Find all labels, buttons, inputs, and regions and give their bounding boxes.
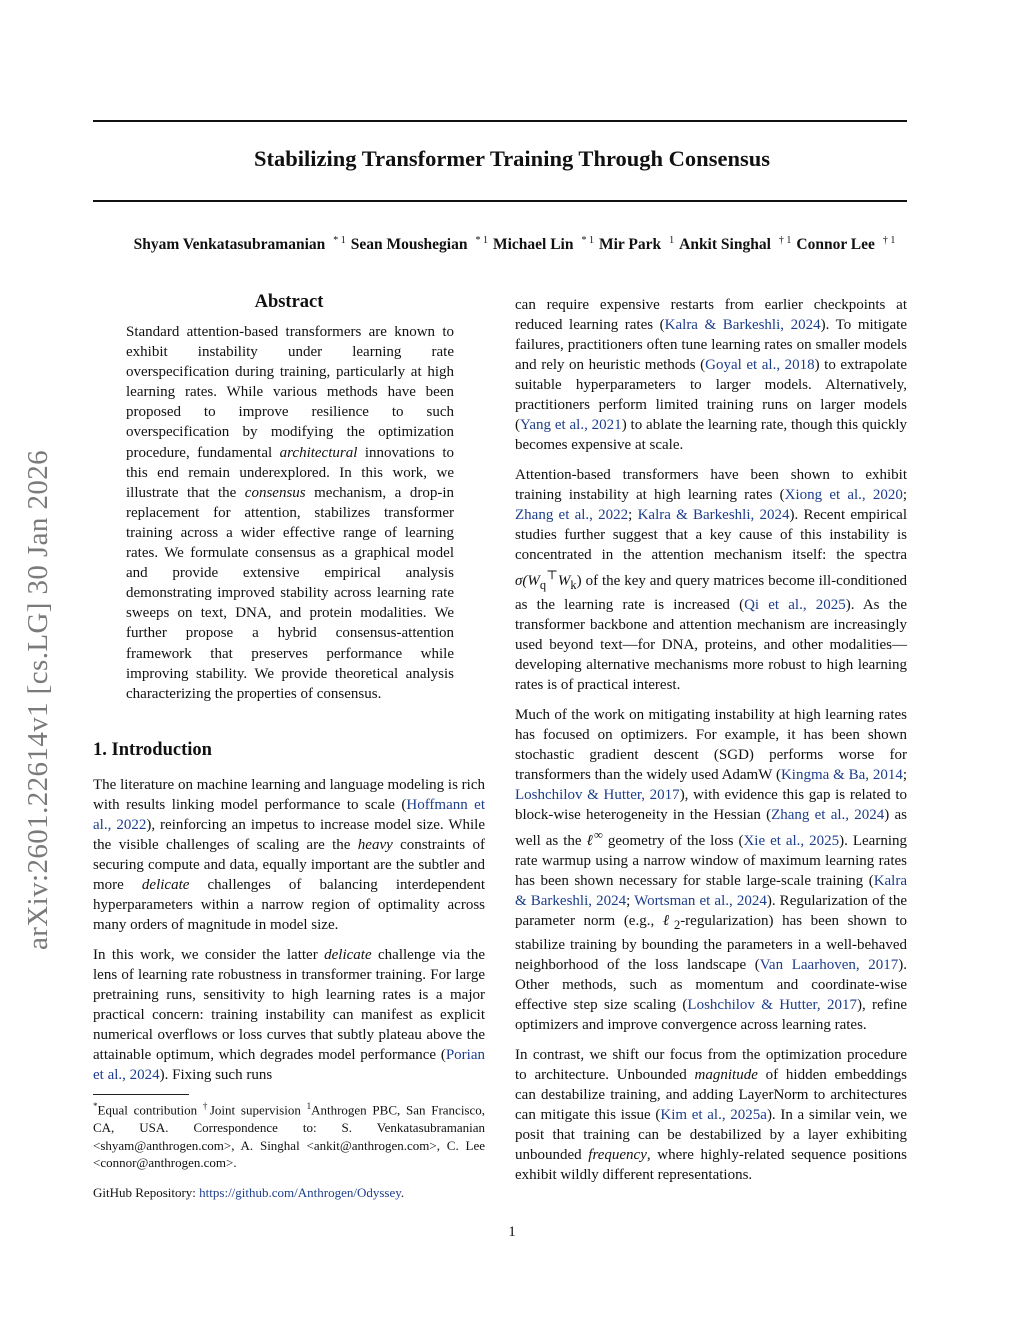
section-heading-introduction: 1. Introduction [93, 740, 212, 760]
paragraph [515, 705, 907, 1035]
author-affiliation-mark: * 1 [581, 235, 594, 246]
page-number: 1 [508, 1224, 516, 1240]
footnote [93, 1098, 485, 1172]
footnote-rule [93, 1094, 189, 1095]
citation-link[interactable]: Kingma & Ba, 2014 [780, 767, 903, 783]
github-label: GitHub Repository: [93, 1185, 200, 1200]
citation-link[interactable]: Xie et al., 2025 [743, 833, 840, 849]
subscript: k [570, 578, 577, 592]
text-run: ) [576, 573, 582, 589]
paragraph [515, 295, 907, 455]
text-run: Joint supervision [209, 1102, 307, 1118]
paragraph [93, 775, 485, 935]
text-run: ). As the transformer backbone and attention mechanism are increasingly used beyond text—for DNA, proteins, and other modalities—developing alternative mechanisms more robust to high learning rates is of practical interest. [515, 597, 907, 693]
text-run: challenges of balancing interdependent hyperparameters within a narrow region of optimality across many orders of magnitude in model size. [93, 877, 485, 933]
text-run: The literature on machine learning and language modeling is rich with results linking model performance to scale ( [93, 777, 485, 813]
text-run: ). In a similar vein, we posit that training can be destabilized by a layer exhibiting unbounded [515, 1107, 907, 1163]
github-line [93, 1184, 485, 1201]
citation-link[interactable]: Kalra & Barkeshli, 2024 [664, 317, 821, 333]
text-run: Standard attention-based transformers are known to exhibit instability under learning rate overspecification during training, particularly at high learning rates. While various methods have been proposed to improve resilience to such overspecification by modifying the optimization procedure, fundamental [126, 324, 454, 461]
paragraph [515, 1045, 907, 1185]
text-run: ) as well as the [515, 807, 907, 849]
text-run: ). Recent empirical studies further suggest that a key cause of this instability is concentrated in the attention mechanism itself: the spectra [515, 507, 907, 563]
author [674, 236, 791, 253]
author-affiliation-mark: * 1 [475, 235, 488, 246]
text-run: ) to ablate the learning rate, though this quickly becomes expensive at scale. [515, 417, 907, 453]
text-run: of hidden embeddings can destabilize training, and adding LayerNorm to architectures can mitigate this issue ( [515, 1067, 907, 1123]
author [346, 236, 488, 253]
text-run: ; [902, 767, 907, 783]
emphasis: heavy [357, 837, 393, 853]
text-run: Attention-based transformers have been shown to exhibit training instability at high learning rates ( [515, 467, 907, 503]
emphasis: ℓ [586, 833, 594, 849]
citation-link[interactable]: Kim et al., 2025a [660, 1107, 767, 1123]
emphasis: consensus [244, 484, 306, 501]
text-run: In contrast, we shift our focus from the optimization procedure to architecture. Unbounded [515, 1047, 907, 1083]
text-run: ) to extrapolate suitable hyperparameters to larger models. Alternatively, practitioners perform limited training runs on larger models ( [515, 357, 907, 433]
text-run: ). To mitigate failures, practitioners often tune learning rates on smaller models and rely on heuristic methods ( [515, 317, 907, 373]
superscript: ⊤ [546, 568, 558, 582]
author [488, 236, 594, 253]
author-list [0, 235, 1024, 254]
author [594, 236, 674, 253]
author-name: Connor Lee [796, 236, 875, 254]
citation-link[interactable]: Loshchilov & Hutter, 2017 [687, 997, 857, 1013]
emphasis: W [557, 573, 571, 589]
emphasis: ℓ [662, 913, 674, 929]
text-run: Anthrogen PBC, San Francisco, CA, USA. Correspondence to: S. Venkatasubramanian <shyam@anthrogen.com>, A. Singhal <ankit@anthrogen.com>, C. Lee <connor@anthrogen.com>. [93, 1102, 486, 1171]
superscript: † [202, 1101, 210, 1111]
superscript: ∞ [593, 828, 603, 842]
citation-link[interactable]: Zhang et al., 2022 [515, 507, 629, 523]
abstract-body [126, 322, 454, 704]
paragraph [515, 465, 907, 695]
citation-link[interactable]: Xiong et al., 2020 [784, 487, 903, 503]
github-end: . [400, 1185, 405, 1200]
author-affiliation-mark: † 1 [882, 235, 896, 246]
title-top-rule [93, 120, 907, 122]
author-name: Shyam Venkatasubramanian [133, 236, 326, 254]
text-run: ). Fixing such runs [159, 1067, 273, 1083]
text-run: Much of the work on mitigating instability at high learning rates has focused on optimizers. For example, it has been shown stochastic gradient descent (SGD) performs worse for transformers than the widely used AdamW ( [515, 707, 907, 783]
text-run: ; [628, 507, 638, 523]
author-affiliation-mark: † 1 [778, 235, 792, 246]
paragraph [93, 945, 485, 1085]
left-column-body [93, 775, 485, 1095]
superscript: * [93, 1101, 98, 1111]
author-name: Ankit Singhal [679, 236, 771, 254]
subscript: q [539, 578, 547, 592]
arxiv-stamp: arXiv:2601.22614v1 [cs.LG] 30 Jan 2026 [22, 449, 54, 950]
text-run: mechanism, a drop-in replacement for attention, stabilizes transformer training across a wider effective range of learning rates. We formulate consensus as a graphical model and provide extensive empirical analysis demonstrating improved stability across learning rate sweeps on text, DNA, and protein modalities. We further propose a hybrid consensus-attention framework that preserves performance while improving stability. We provide theoretical analysis characterizing the properties of consensus. [126, 484, 454, 702]
text-run: ), reinforcing an impetus to increase model size. While the visible challenges of scaling are the [93, 817, 486, 853]
author-name: Sean Moushegian [350, 236, 468, 254]
citation-link[interactable]: Kalra & Barkeshli, 2024 [515, 873, 907, 909]
text-run: ). Regularization of the parameter norm (e.g., [515, 893, 908, 929]
citation-link[interactable]: Qi et al., 2025 [744, 597, 846, 613]
abstract-heading: Abstract [254, 292, 324, 312]
citation-link[interactable]: Loshchilov & Hutter, 2017 [515, 787, 680, 803]
emphasis: frequency [588, 1147, 647, 1163]
text-run: ; [902, 487, 907, 503]
author [791, 236, 895, 253]
emphasis: architectural [279, 444, 358, 461]
text-run: , where highly-related sequence positions exhibit wildly different representations. [515, 1147, 907, 1183]
text-run: ). Other methods, such as momentum and coordinate-wise effective step size scaling ( [515, 957, 907, 1013]
text-run: constraints of securing compute and data, equally important are the subtler and more [93, 837, 485, 893]
paper-title: Stabilizing Transformer Training Through Consensus [254, 146, 770, 171]
text-run: -regularization) has been shown to stabilize training by bounding the parameters in a well-behaved neighborhood of the loss landscape ( [515, 913, 908, 973]
author [129, 236, 346, 253]
superscript: 1 [306, 1101, 312, 1111]
author-affiliation-mark: 1 [669, 235, 675, 246]
text-run: can require expensive restarts from earlier checkpoints at reduced learning rates ( [515, 297, 907, 333]
citation-link[interactable]: Zhang et al., 2024 [771, 807, 885, 823]
right-column-body [515, 295, 907, 1195]
emphasis: magnitude [694, 1067, 758, 1083]
emphasis: delicate [324, 947, 372, 963]
text-run: geometry of the loss ( [602, 833, 744, 849]
citation-link[interactable]: Wortsman et al., 2024 [634, 893, 767, 909]
github-link[interactable]: https://github.com/Anthrogen/Odyssey [199, 1185, 401, 1200]
author-name: Michael Lin [492, 236, 574, 254]
author-affiliation-mark: * 1 [333, 235, 346, 246]
emphasis: σ(W [515, 573, 540, 589]
citation-link[interactable]: Kalra & Barkeshli, 2024 [637, 507, 790, 523]
citation-link[interactable]: Van Laarhoven, 2017 [759, 957, 899, 973]
citation-link[interactable]: Yang et al., 2021 [520, 417, 622, 433]
text-run: Equal contribution [97, 1102, 203, 1118]
text-run: In this work, we consider the latter [93, 947, 325, 963]
text-run: of the key and query matrices become ill-conditioned as the learning rate is increased ( [515, 573, 907, 613]
subscript: 2 [673, 918, 681, 932]
text-run: challenge via the lens of learning rate robustness in transformer training. For large pretraining runs, sensitivity to high learning rates is a major practical concern: training instability can manifest as explicit numerical overflows or loss curves that subtly plateau above the attainable optimum, which degrades model performance ( [93, 947, 485, 1063]
text-run: ). Learning rate warmup using a narrow window of maximum learning rates has been shown necessary for stable large-scale training ( [515, 833, 907, 889]
text-run: ), with evidence this gap is related to block-wise heterogeneity in the Hessian ( [515, 787, 907, 823]
citation-link[interactable]: Porian et al., 2024 [93, 1047, 485, 1083]
citation-link[interactable]: Goyal et al., 2018 [705, 357, 815, 373]
text-run: innovations to this end remain underexplored. In this work, we illustrate that the [126, 444, 454, 501]
text-run: ), refine optimizers and improve convergence across learning rates. [515, 997, 907, 1033]
citation-link[interactable]: Hoffmann et al., 2022 [93, 797, 486, 833]
emphasis: delicate [141, 877, 190, 893]
title-bottom-rule [93, 200, 907, 202]
text-run: ; [626, 893, 635, 909]
author-name: Mir Park [598, 236, 662, 254]
